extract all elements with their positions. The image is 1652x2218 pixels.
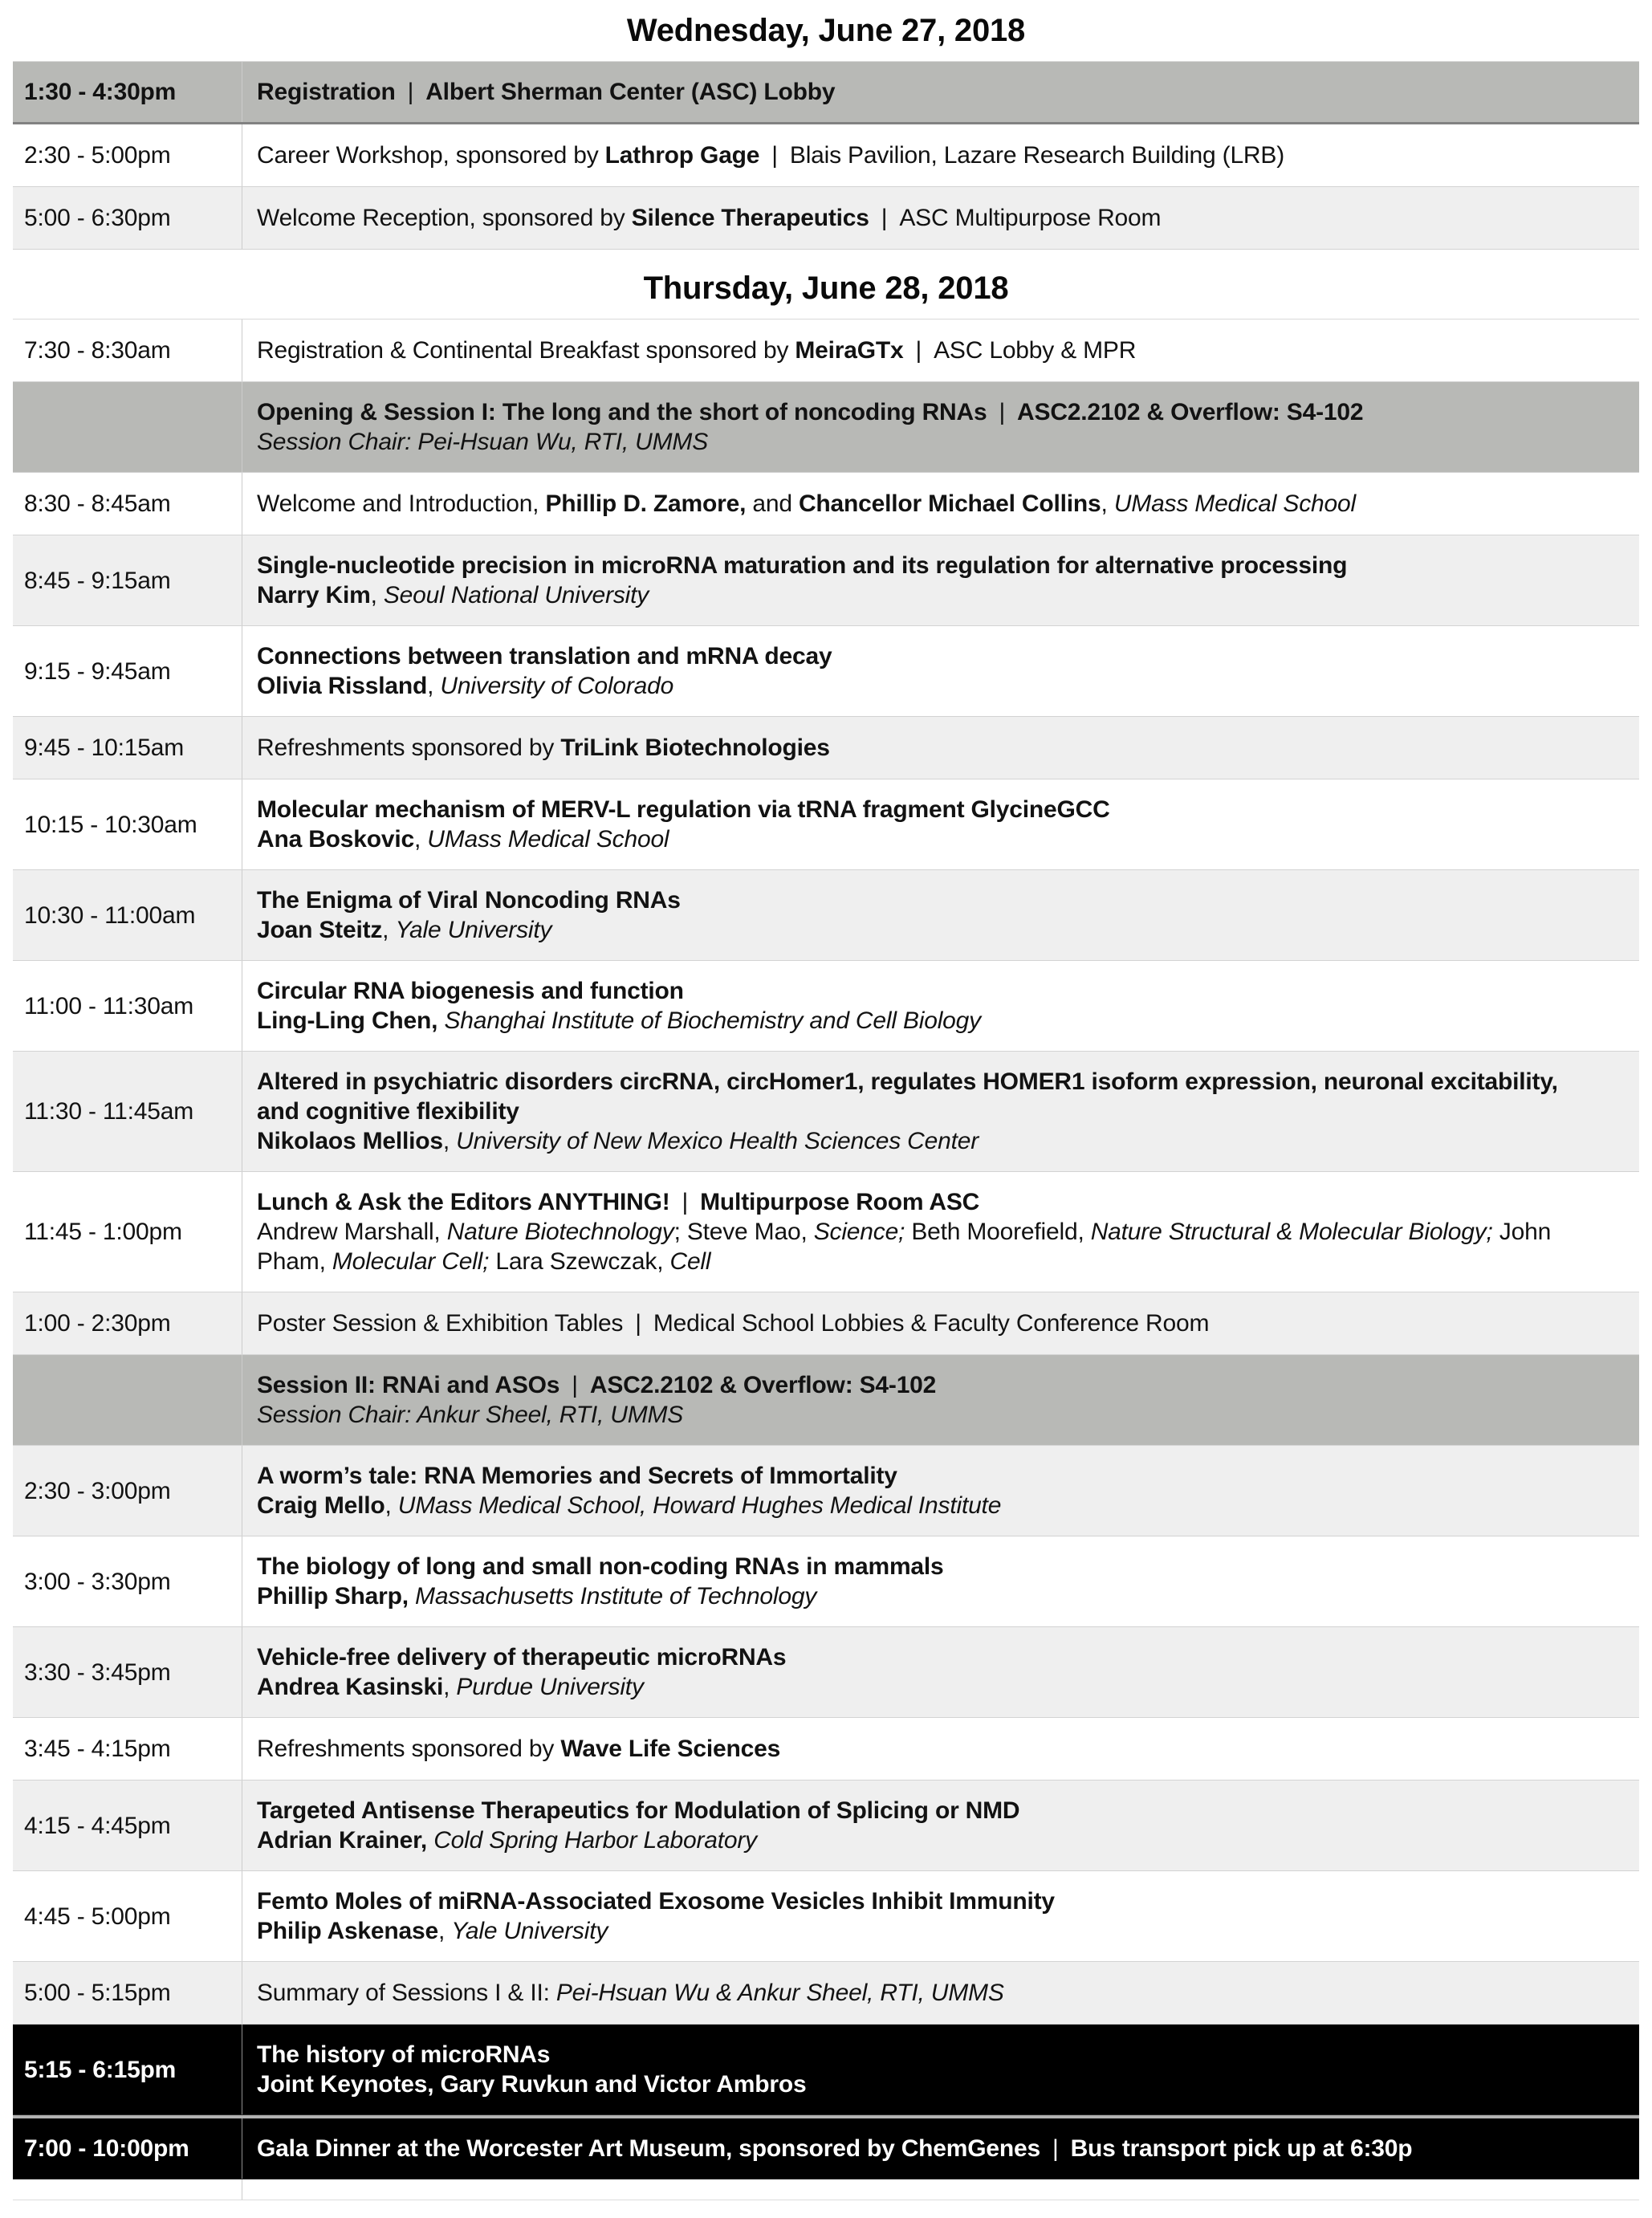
event-line	[257, 397, 1591, 427]
text-span: Summary of Sessions I & II:	[257, 1980, 556, 2006]
pipe-separator: |	[635, 1310, 641, 1337]
event-line	[257, 885, 1591, 915]
schedule-row	[13, 626, 1639, 717]
empty-stub-row	[13, 2179, 1639, 2200]
event-line	[257, 2040, 1591, 2069]
text-span: UMass Medical School	[1113, 490, 1356, 517]
text-span: Molecular mechanism of MERV-L regulation via tRNA fragment GlycineGCC	[257, 796, 1110, 823]
time-cell: 10:30 - 11:00am	[13, 870, 242, 960]
text-span: ,	[427, 673, 441, 699]
pipe-separator: |	[407, 79, 414, 105]
schedule-row	[13, 319, 1639, 382]
time-cell: 3:30 - 3:45pm	[13, 1627, 242, 1717]
text-span: Beth Moorefield,	[905, 1219, 1091, 1245]
text-span: Blais Pavilion, Lazare Research Building (LRB)	[789, 142, 1284, 169]
schedule-row	[13, 187, 1639, 250]
event-line	[257, 1308, 1591, 1338]
day-section	[0, 0, 1652, 250]
event-cell	[242, 2179, 1639, 2200]
event-cell	[242, 1172, 1639, 1292]
text-span: Craig Mello	[257, 1492, 385, 1519]
time-cell: 3:45 - 4:15pm	[13, 1718, 242, 1780]
event-line	[257, 77, 1591, 107]
gala-dinner-row	[13, 2115, 1639, 2179]
text-span: ASC2.2102 & Overflow: S4-102	[589, 1372, 937, 1398]
text-span: Pei-Hsuan Wu & Ankur Sheel, RTI, UMMS	[555, 1980, 1004, 2006]
text-span: Massachusetts Institute of Technology	[415, 1583, 817, 1610]
event-line	[257, 1916, 1591, 1946]
schedule-row	[13, 870, 1639, 961]
text-span: Targeted Antisense Therapeutics for Modulation of Splicing or NMD	[257, 1797, 1020, 1824]
event-line	[257, 915, 1591, 945]
event-cell	[242, 626, 1639, 716]
event-line	[257, 671, 1591, 701]
time-cell: 11:00 - 11:30am	[13, 961, 242, 1051]
text-span: Femto Moles of miRNA-Associated Exosome Vesicles Inhibit Immunity	[257, 1888, 1055, 1915]
text-span: Cell	[669, 1248, 711, 1275]
event-cell	[242, 1446, 1639, 1536]
event-cell	[242, 382, 1639, 472]
text-span: Nature Biotechnology	[446, 1219, 674, 1245]
event-cell	[242, 535, 1639, 625]
text-span: and	[746, 490, 799, 517]
event-line	[257, 140, 1591, 170]
event-cell	[242, 1718, 1639, 1780]
event-line	[257, 2069, 1591, 2099]
schedule-row	[13, 1781, 1639, 1871]
event-cell	[242, 1052, 1639, 1171]
event-line	[257, 641, 1591, 671]
text-span: Connections between translation and mRNA decay	[257, 643, 832, 669]
event-cell	[242, 319, 1639, 381]
text-span: The history of microRNAs	[257, 2041, 551, 2068]
event-cell	[242, 717, 1639, 779]
text-span: Medical School Lobbies & Faculty Conference Room	[653, 1310, 1210, 1337]
text-span: University of Colorado	[440, 673, 674, 699]
time-cell: 9:45 - 10:15am	[13, 717, 242, 779]
text-span: Session Chair: Ankur Sheel, RTI, UMMS	[257, 1402, 684, 1428]
text-span: Ling-Ling Chen,	[257, 1007, 438, 1034]
time-cell: 11:30 - 11:45am	[13, 1052, 242, 1171]
text-span: University of New Mexico Health Sciences Center	[456, 1128, 979, 1154]
text-span: Registration	[257, 79, 396, 105]
time-cell: 2:30 - 5:00pm	[13, 124, 242, 186]
pipe-separator: |	[771, 142, 778, 169]
event-line	[257, 976, 1591, 1006]
text-span: Yale University	[395, 917, 552, 943]
text-span: Session Chair: Pei-Hsuan Wu, RTI, UMMS	[257, 429, 709, 455]
time-cell	[13, 382, 242, 472]
schedule-table	[13, 61, 1639, 250]
time-cell: 4:15 - 4:45pm	[13, 1781, 242, 1870]
event-cell	[242, 2025, 1639, 2114]
event-cell	[242, 1871, 1639, 1961]
text-span: Poster Session & Exhibition Tables	[257, 1310, 624, 1337]
event-line	[257, 1006, 1591, 1036]
schedule-row	[13, 1052, 1639, 1172]
text-span: The Enigma of Viral Noncoding RNAs	[257, 887, 681, 914]
day-title: Thursday, June 28, 2018	[643, 271, 1009, 306]
time-cell	[13, 1355, 242, 1445]
time-cell: 3:00 - 3:30pm	[13, 1536, 242, 1626]
text-span: Shanghai Institute of Biochemistry and Cell Biology	[444, 1007, 981, 1034]
event-cell	[242, 62, 1639, 122]
time-cell: 1:30 - 4:30pm	[13, 62, 242, 122]
text-span: ASC2.2102 & Overflow: S4-102	[1017, 399, 1364, 425]
time-cell: 5:15 - 6:15pm	[13, 2025, 242, 2114]
time-cell: 7:30 - 8:30am	[13, 319, 242, 381]
event-line	[257, 1978, 1591, 2008]
text-span: Nikolaos Mellios	[257, 1128, 443, 1154]
text-span: Phillip D. Zamore,	[545, 490, 747, 517]
event-line	[257, 1825, 1591, 1855]
schedule-table	[13, 319, 1639, 2200]
text-span: Chancellor Michael Collins	[798, 490, 1101, 517]
text-span: Lara Szewczak,	[489, 1248, 670, 1275]
text-span: John Pham,	[257, 1219, 1558, 1275]
time-cell: 11:45 - 1:00pm	[13, 1172, 242, 1292]
text-span: Opening & Session I: The long and the short of noncoding RNAs	[257, 399, 987, 425]
text-span: Lathrop Gage	[604, 142, 760, 169]
text-span: Nature Structural & Molecular Biology;	[1090, 1219, 1493, 1245]
time-cell: 10:15 - 10:30am	[13, 779, 242, 869]
time-cell: 5:00 - 5:15pm	[13, 1962, 242, 2024]
text-span: ,	[370, 582, 384, 608]
event-line	[257, 580, 1591, 610]
event-cell	[242, 779, 1639, 869]
day-header-row	[13, 62, 1639, 124]
event-cell	[242, 187, 1639, 249]
event-line	[257, 1734, 1591, 1764]
text-span: Welcome and Introduction,	[257, 490, 546, 517]
text-span: Wave Life Sciences	[560, 1736, 781, 1762]
event-line	[257, 733, 1591, 763]
text-span: Bus transport pick up at 6:30p	[1070, 2135, 1413, 2162]
text-span: Vehicle-free delivery of therapeutic microRNAs	[257, 1644, 787, 1671]
event-line	[257, 336, 1591, 365]
text-span: Ana Boskovic	[257, 826, 414, 853]
event-cell	[242, 1355, 1639, 1445]
text-span: Narry Kim	[257, 582, 371, 608]
event-line	[257, 551, 1591, 580]
text-span: ,	[443, 1674, 457, 1700]
schedule-row	[13, 1627, 1639, 1718]
schedule-row	[13, 1718, 1639, 1781]
event-cell	[242, 124, 1639, 186]
time-cell: 7:00 - 10:00pm	[13, 2118, 242, 2179]
text-span: Cold Spring Harbor Laboratory	[433, 1827, 757, 1854]
event-line	[257, 1886, 1591, 1916]
schedule-row	[13, 473, 1639, 535]
schedule-row	[13, 1871, 1639, 1962]
schedule-row	[13, 124, 1639, 187]
schedule-row	[13, 717, 1639, 779]
text-span: Registration & Continental Breakfast sponsored by	[257, 337, 795, 364]
event-line	[257, 1581, 1591, 1611]
text-span: Refreshments sponsored by	[257, 1736, 561, 1762]
schedule-row	[13, 961, 1639, 1052]
event-line	[257, 1491, 1591, 1520]
event-line	[257, 203, 1591, 233]
event-cell	[242, 1962, 1639, 2024]
event-line	[257, 1672, 1591, 1702]
event-line	[257, 427, 1591, 457]
text-span	[427, 1827, 433, 1854]
text-span: Multipurpose Room ASC	[700, 1189, 980, 1215]
text-span: Welcome Reception, sponsored by	[257, 205, 632, 231]
text-span: ,	[442, 1128, 457, 1154]
text-span: TriLink Biotechnologies	[560, 735, 830, 761]
time-cell: 9:15 - 9:45am	[13, 626, 242, 716]
event-cell	[242, 473, 1639, 535]
event-line	[257, 1796, 1591, 1825]
keynote-row	[13, 2025, 1639, 2115]
event-line	[257, 795, 1591, 824]
text-span: Session II: RNAi and ASOs	[257, 1372, 560, 1398]
text-span: The biology of long and small non-coding RNAs in mammals	[257, 1553, 944, 1580]
text-span: Molecular Cell;	[332, 1248, 490, 1275]
pipe-separator: |	[1052, 2135, 1059, 2162]
text-span: Adrian Krainer,	[257, 1827, 428, 1854]
text-span: ,	[385, 1492, 398, 1519]
schedule-row	[13, 1536, 1639, 1627]
text-span: Gala Dinner at the Worcester Art Museum, sponsored by ChemGenes	[257, 2135, 1040, 2162]
text-span: Science;	[813, 1219, 905, 1245]
event-line	[257, 1187, 1591, 1217]
text-span: Yale University	[451, 1918, 608, 1944]
text-span: ,	[382, 917, 396, 943]
time-cell: 2:30 - 3:00pm	[13, 1446, 242, 1536]
time-cell: 8:45 - 9:15am	[13, 535, 242, 625]
text-span: Seoul National University	[383, 582, 649, 608]
schedule-row	[13, 1172, 1639, 1292]
text-span: Circular RNA biogenesis and function	[257, 978, 684, 1004]
text-span: UMass Medical School	[427, 826, 669, 853]
session-header-row	[13, 1355, 1639, 1446]
pipe-separator: |	[881, 205, 888, 231]
event-cell	[242, 870, 1639, 960]
event-cell	[242, 961, 1639, 1051]
pipe-separator: |	[572, 1372, 578, 1398]
text-span: MeiraGTx	[795, 337, 904, 364]
day-title: Wednesday, June 27, 2018	[626, 13, 1026, 48]
event-cell	[242, 1536, 1639, 1626]
text-span: ,	[1101, 490, 1114, 517]
event-cell	[242, 2118, 1639, 2179]
pipe-separator: |	[999, 399, 1006, 425]
pipe-separator: |	[682, 1189, 689, 1215]
event-line	[257, 824, 1591, 854]
text-span: ; Steve Mao,	[673, 1219, 814, 1245]
event-cell	[242, 1292, 1639, 1354]
text-span	[409, 1583, 415, 1610]
text-span: Olivia Rissland	[257, 673, 428, 699]
event-line	[257, 1552, 1591, 1581]
event-cell	[242, 1627, 1639, 1717]
text-span: Phillip Sharp,	[257, 1583, 409, 1610]
text-span: ,	[438, 1918, 452, 1944]
time-cell: 5:00 - 6:30pm	[13, 187, 242, 249]
schedule-row	[13, 1446, 1639, 1536]
time-cell	[13, 2179, 242, 2200]
text-span: Career Workshop, sponsored by	[257, 142, 605, 169]
text-span: ASC Lobby & MPR	[934, 337, 1137, 364]
text-span: Joan Steitz	[257, 917, 383, 943]
event-line	[257, 2134, 1591, 2163]
pipe-separator: |	[915, 337, 922, 364]
text-span: Philip Askenase	[257, 1918, 438, 1944]
event-cell	[242, 1781, 1639, 1870]
text-span: UMass Medical School, Howard Hughes Medical Institute	[397, 1492, 1002, 1519]
text-span: Lunch & Ask the Editors ANYTHING!	[257, 1189, 670, 1215]
event-line	[257, 1126, 1591, 1156]
event-line	[257, 1217, 1591, 1276]
schedule-row	[13, 779, 1639, 870]
session-header-row	[13, 382, 1639, 473]
event-line	[257, 1461, 1591, 1491]
day-section	[0, 250, 1652, 2200]
time-cell: 8:30 - 8:45am	[13, 473, 242, 535]
schedule-row	[13, 535, 1639, 626]
text-span: Silence Therapeutics	[631, 205, 869, 231]
event-line	[257, 1370, 1591, 1400]
event-line	[257, 1642, 1591, 1672]
text-span: Albert Sherman Center (ASC) Lobby	[425, 79, 836, 105]
text-span: A worm’s tale: RNA Memories and Secrets of Immortality	[257, 1463, 897, 1489]
time-cell: 1:00 - 2:30pm	[13, 1292, 242, 1354]
text-span: ,	[414, 826, 428, 853]
event-line	[257, 489, 1591, 519]
schedule-row	[13, 1292, 1639, 1355]
text-span: Joint Keynotes, Gary Ruvkun and Victor Ambros	[257, 2071, 807, 2098]
event-line	[257, 1400, 1591, 1430]
text-span: Altered in psychiatric disorders circRNA, circHomer1, regulates HOMER1 isoform expression, neuronal excitability, and cognitive flexibility	[257, 1068, 1565, 1125]
time-cell: 4:45 - 5:00pm	[13, 1871, 242, 1961]
text-span: Refreshments sponsored by	[257, 735, 561, 761]
text-span: Andrew Marshall,	[257, 1219, 447, 1245]
text-span: ASC Multipurpose Room	[899, 205, 1162, 231]
text-span: Andrea Kasinski	[257, 1674, 444, 1700]
text-span: Purdue University	[456, 1674, 644, 1700]
text-span: Single-nucleotide precision in microRNA maturation and its regulation for alternative processing	[257, 552, 1348, 579]
event-line	[257, 1067, 1591, 1126]
schedule-row	[13, 1962, 1639, 2025]
